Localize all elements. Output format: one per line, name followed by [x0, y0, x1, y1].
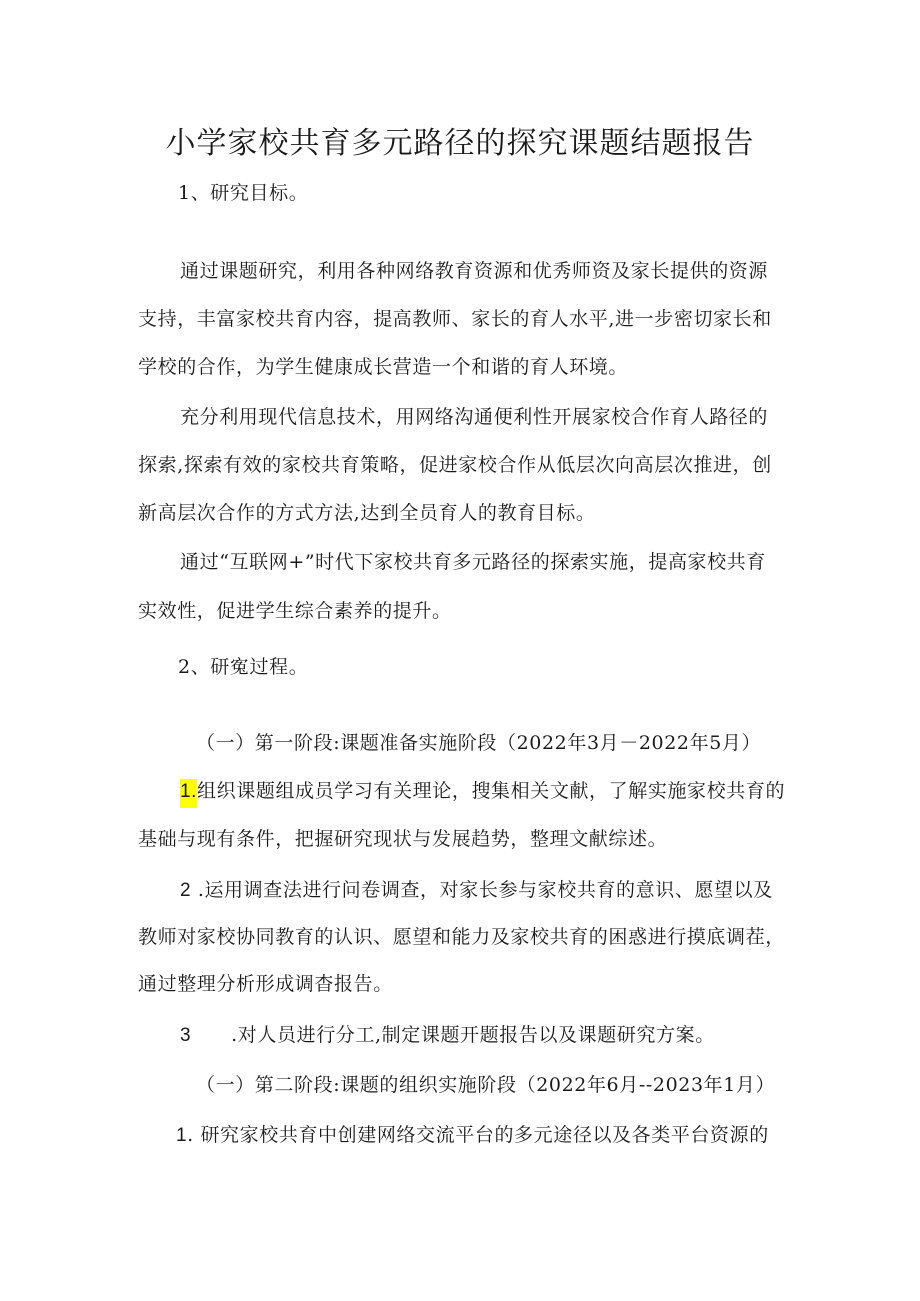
list-item-line: [180, 1020, 800, 1051]
list-item-text: .运用调查法进行问卷调查，对家长参与家校共育的意识、愿望以及: [197, 879, 773, 901]
highlighted-item-number: 1.: [180, 779, 197, 808]
list-item-line: [180, 875, 800, 906]
item-number: 3: [180, 1025, 192, 1046]
paragraph-line: 学校的合作，为学生健康成长营造一个和谐的育人环境。: [138, 356, 629, 378]
paragraph-line: 探索,探索有效的家校共育策略，促进家校合作从低层次向高层次推进，创: [138, 454, 772, 476]
paragraph-line: 支持，丰富家校共育内容，提高教师、家长的育人水平,进一步密切家长和: [138, 308, 772, 330]
stage-one-heading: （一）第一阶段:课题准备实施阶段（2022年3月－2022年5月）: [196, 732, 762, 754]
stage-two-heading: （一）第二阶段:课题的组织实施阶段（2022年6月--2023年1月）: [196, 1074, 776, 1096]
list-item-line: 通过整理分析形成调杳报告。: [138, 973, 393, 995]
list-item-line: [180, 776, 800, 807]
section-heading-research-goals: 1、研究目标。: [178, 182, 309, 204]
paragraph-line: 实效性，促进学生综合素养的提升。: [138, 600, 452, 622]
list-item-text: .对人员进行分工,制定课题开题报告以及课题研究方案。: [231, 1024, 715, 1046]
section-heading-research-process: 2、研寃过程。: [178, 656, 309, 678]
paragraph-line: 充分利用现代信息技术，用网络沟通便利性开展家校合作育人路径的: [180, 406, 769, 428]
paragraph-line: 通过课题研究，利用各种网络教育资源和优秀师资及家长提供的资源: [180, 260, 769, 282]
list-item-text: 组织课题组成员学习有关理论，搜集相关文献，了解实施家校共育的: [197, 780, 786, 802]
list-item-line: 教师对家校协同教育的认识、愿望和能力及家校共育的困惑进行摸底调茬，: [138, 926, 785, 948]
list-item-line: [176, 1120, 836, 1151]
list-item-line: 基础与现有条件，把握研究现状与发展趋势，整理文献综述。: [138, 828, 668, 850]
item-number: 2: [180, 880, 192, 901]
document-title: 小学家校共育多元路径的探究课题结题报告: [165, 126, 755, 161]
paragraph-line: 通过“互联网+”时代下家校共育多元路径的探索实施，提高家校共育: [180, 551, 766, 573]
list-item-text: . 研究家校共育中创建网络交流平台的多元途径以及各类平台资源的: [187, 1124, 769, 1146]
paragraph-line: 新高层次合作的方式方法,达到全员育人的教育目标。: [138, 502, 596, 524]
item-number: 1: [176, 1125, 188, 1146]
